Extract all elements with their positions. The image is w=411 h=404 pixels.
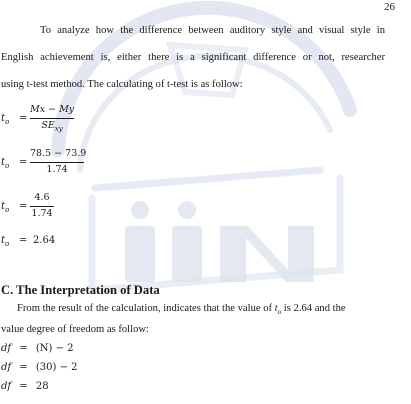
fraction-bar bbox=[30, 206, 54, 207]
equation-variable: t bbox=[1, 113, 6, 124]
equation-subscript: o bbox=[5, 162, 10, 170]
df-variable: df bbox=[1, 343, 12, 354]
df-equation bbox=[1, 362, 78, 373]
df-variable: df bbox=[1, 381, 12, 392]
equation-subscript: o bbox=[5, 118, 10, 126]
fraction-denominator: 1.74 bbox=[46, 164, 68, 175]
denominator-subscript: xy bbox=[54, 124, 63, 133]
equals-sign: = bbox=[19, 113, 28, 124]
fraction-numerator: 4.6 bbox=[34, 192, 50, 203]
equation-variable: t bbox=[1, 201, 6, 212]
section-heading: C. The Interpretation of Data bbox=[1, 283, 160, 297]
fraction-numerator: 78.5 − 73.9 bbox=[30, 148, 87, 159]
equals-sign: = bbox=[19, 362, 28, 373]
equation-variable: t bbox=[1, 235, 6, 246]
df-expression: (N) − 2 bbox=[35, 343, 74, 354]
df-expression: 28 bbox=[35, 381, 49, 392]
paragraph-text: From the result of the calculation, indicates that the value of bbox=[17, 303, 275, 314]
fraction-numerator: Mx − My bbox=[30, 104, 75, 115]
denominator-main: SE bbox=[41, 120, 55, 131]
paragraph-line: To analyze how the difference between auditory style and visual style in bbox=[40, 25, 385, 36]
paragraph-text: is 2.64 and the bbox=[281, 303, 346, 314]
fraction-denominator: 1.74 bbox=[31, 208, 53, 219]
equals-sign: = bbox=[19, 343, 28, 354]
page-number: 26 bbox=[384, 1, 395, 13]
equation-subscript: o bbox=[5, 206, 10, 214]
paragraph-line: English achievement is, either there is a significant difference or not, researcher bbox=[1, 52, 385, 63]
equation-subscript: o bbox=[5, 240, 10, 248]
paragraph-line: value degree of freedom as follow: bbox=[1, 324, 149, 335]
inline-subscript: o bbox=[277, 308, 282, 317]
fraction-denominator bbox=[30, 120, 74, 133]
paragraph-line bbox=[17, 302, 385, 319]
df-expression: (30) − 2 bbox=[35, 362, 78, 373]
paragraph-line: using t-test method. The calculating of t-test is as follow: bbox=[1, 79, 243, 90]
equals-sign: = bbox=[19, 381, 28, 392]
inline-variable: t bbox=[274, 303, 278, 314]
equation-variable: t bbox=[1, 157, 6, 168]
df-equation bbox=[1, 381, 49, 392]
df-variable: df bbox=[1, 362, 12, 373]
equals-sign: = bbox=[19, 235, 28, 246]
equals-sign: = bbox=[19, 201, 28, 212]
fraction-bar bbox=[30, 118, 74, 119]
fraction-bar bbox=[30, 162, 84, 163]
equals-sign: = bbox=[19, 157, 28, 168]
result-value: 2.64 bbox=[33, 235, 56, 246]
df-equation bbox=[1, 343, 74, 354]
